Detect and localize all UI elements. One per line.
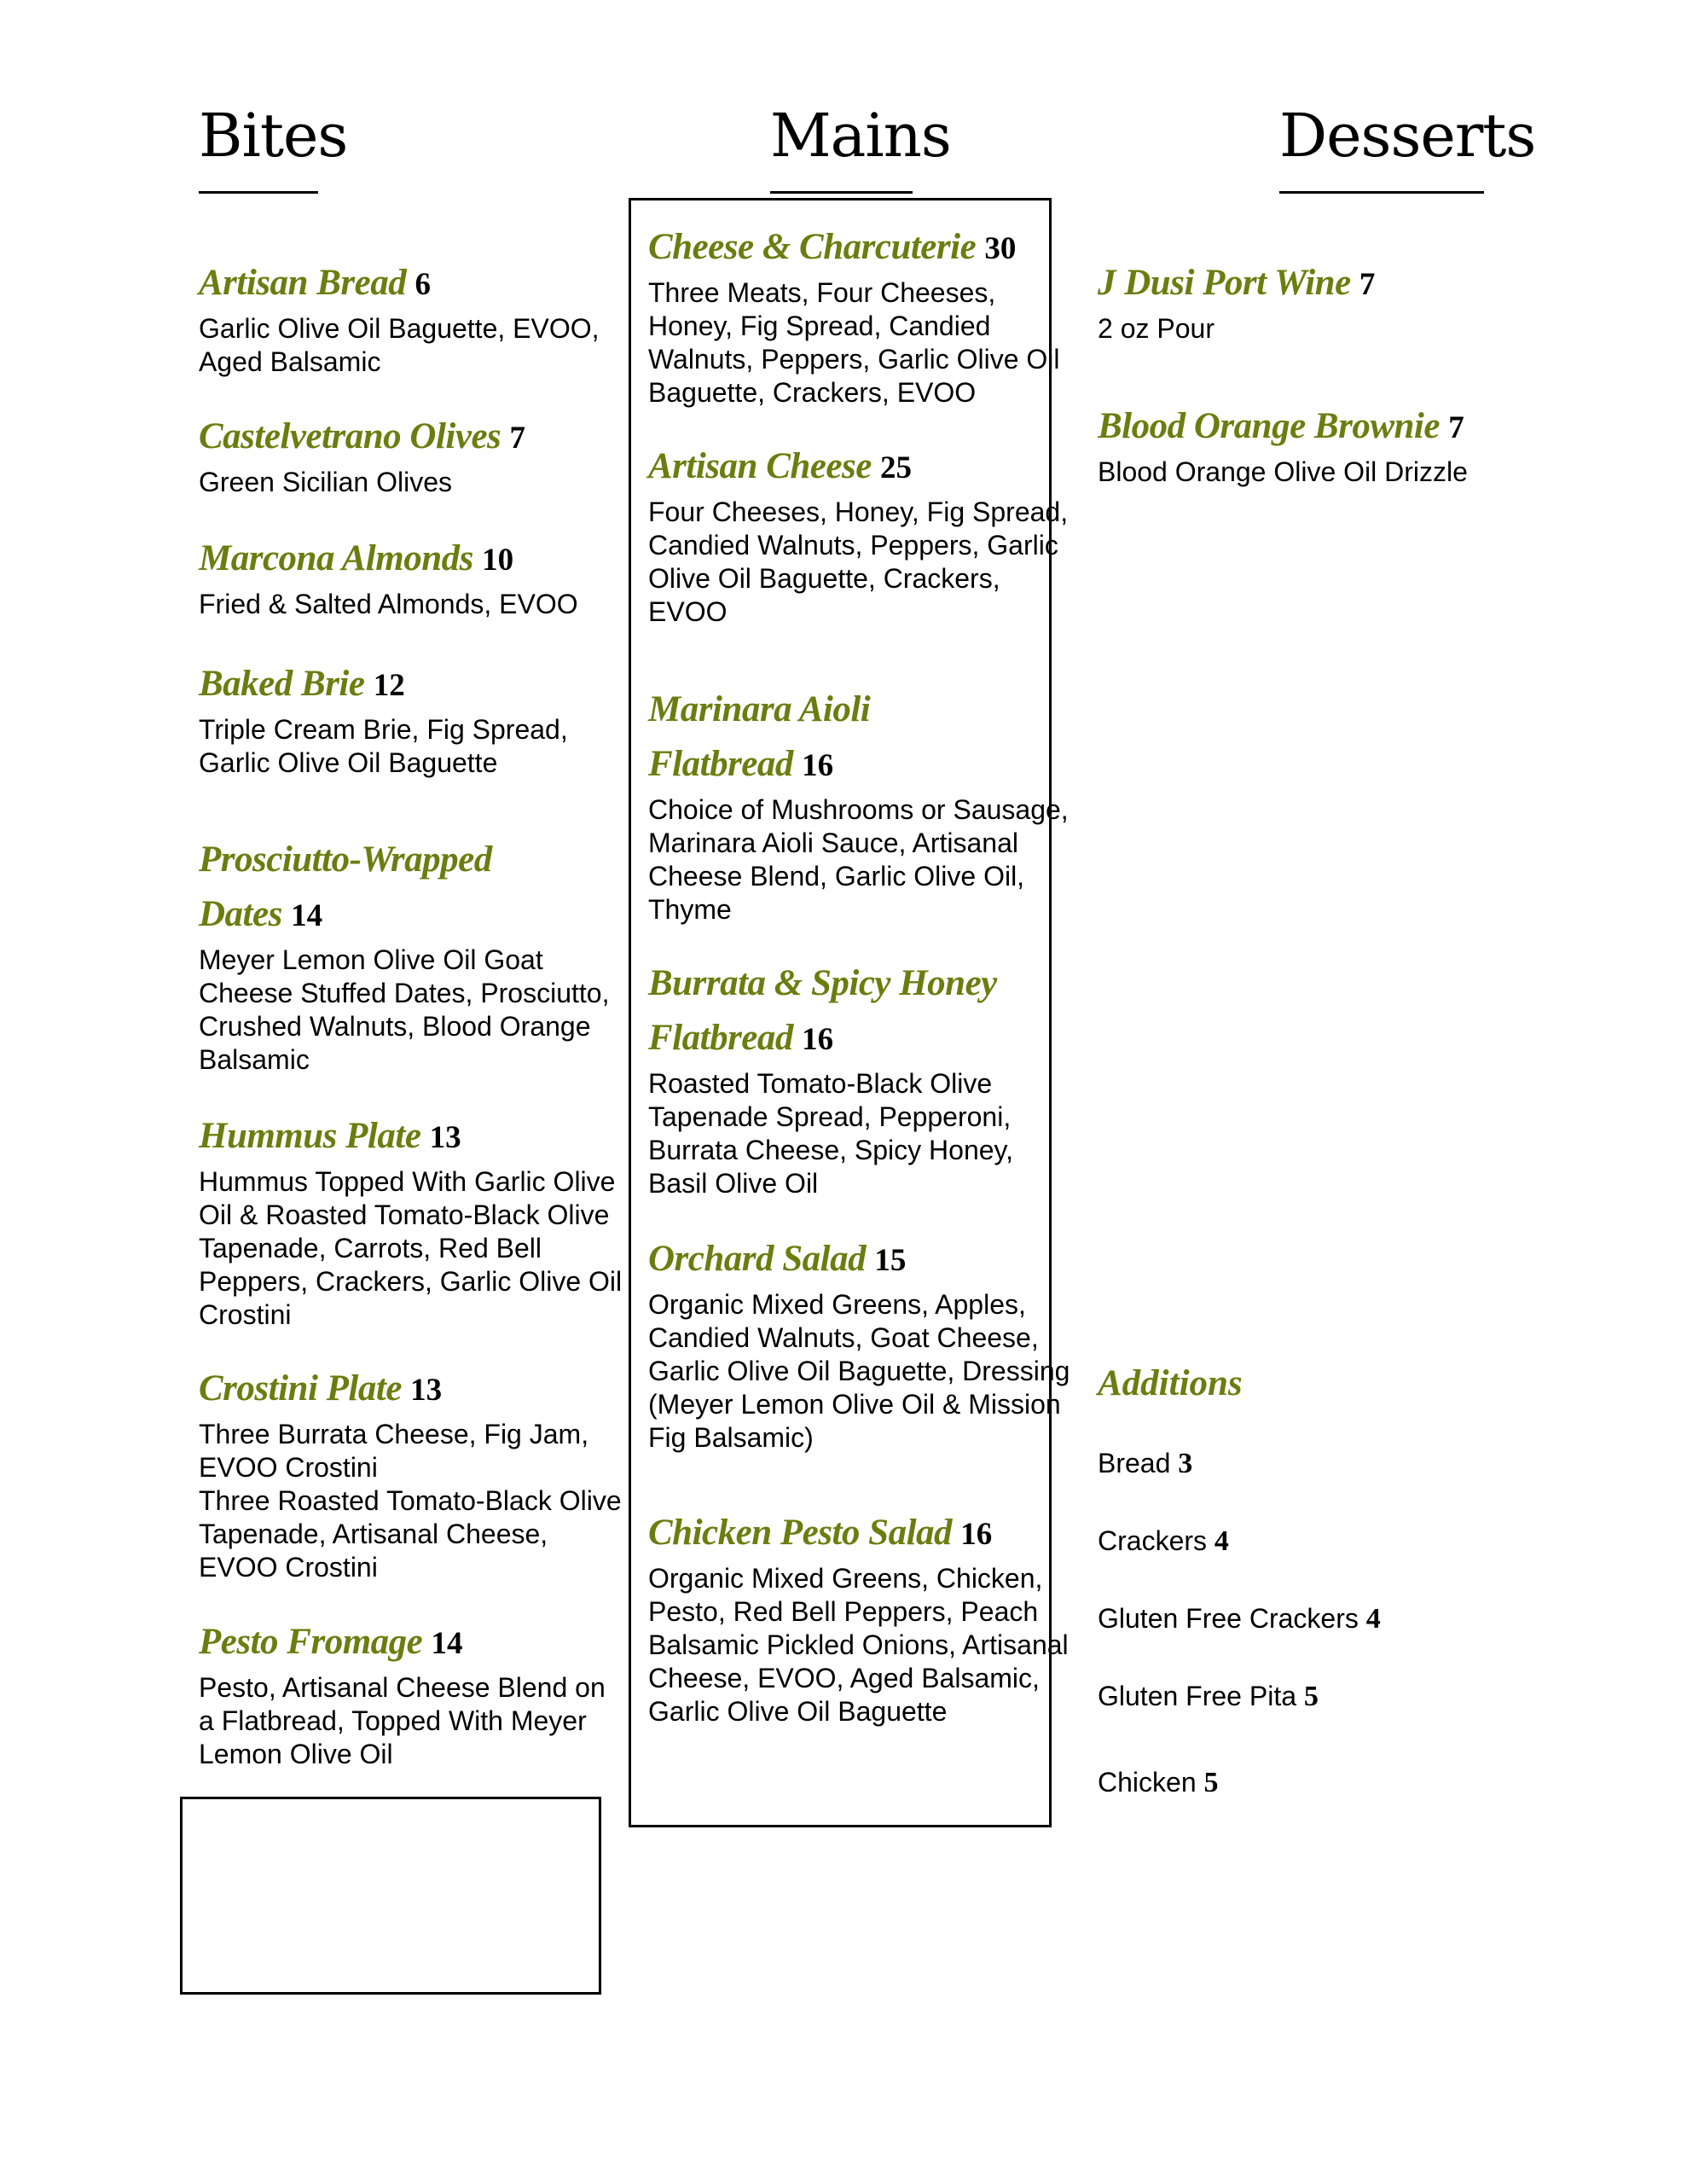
mains-heading: Mains [770,101,951,171]
item-price: 6 [415,267,431,302]
item-price: 14 [431,1626,463,1661]
item-name: J Dusi Port Wine [1098,263,1351,303]
item-price: 16 [960,1517,993,1552]
menu-item [648,956,1013,1200]
item-price: 7 [509,421,526,456]
item-name-line1: Prosciutto-Wrapped [199,839,492,880]
item-description: Three Burrata Cheese, Fig Jam, EVOO Crostini Three Roasted Tomato-Black Olive Tapenade, Artisanal Cheese, EVOO Crostini [199,1419,622,1583]
menu-item [648,220,1060,410]
addition-price: 5 [1203,1767,1219,1798]
menu-item [199,1615,606,1771]
item-price: 7 [1359,267,1376,302]
menu-item [648,1506,1069,1728]
item-name-line1: Burrata & Spicy Honey [648,963,997,1003]
item-description: Hummus Topped With Garlic Olive Oil & Roasted Tomato-Black Olive Tapenade, Carrots, Red Bell Peppers, Crackers, Garlic Olive Oil Crostini [199,1166,623,1330]
bites-heading-rule [199,191,318,194]
bites-heading: Bites [199,101,348,171]
menu-item [648,439,1068,629]
item-description: Roasted Tomato-Black Olive Tapenade Spread, Pepperoni, Burrata Cheese, Spicy Honey, Basil Olive Oil [648,1068,1014,1199]
addition-name: Crackers [1098,1525,1208,1556]
empty-box [180,1797,601,1995]
item-price: 30 [984,231,1017,266]
item-name: Blood Orange Brownie [1098,406,1440,446]
addition-name: Chicken [1098,1767,1197,1798]
menu-item [199,833,609,1077]
item-price: 25 [880,450,913,485]
addition-price: 4 [1365,1603,1381,1635]
addition-price: 5 [1303,1681,1319,1712]
menu-item [199,657,568,780]
item-description: Three Meats, Four Cheeses, Honey, Fig Spread, Candied Walnuts, Peppers, Garlic Olive Oil Baguette, Crackers, EVOO [648,277,1060,408]
item-description: Meyer Lemon Olive Oil Goat Cheese Stuffed Dates, Prosciutto, Crushed Walnuts, Blood Orange Balsamic [199,944,610,1075]
mains-heading-rule [770,191,913,194]
item-name: Artisan Bread [199,263,407,303]
item-price: 10 [482,543,514,578]
item-name: Flatbread [648,744,793,784]
item-name: Artisan Cheese [648,446,872,486]
item-description: Pesto, Artisanal Cheese Blend on a Flatbread, Topped With Meyer Lemon Olive Oil [199,1672,606,1769]
addition-price: 3 [1178,1448,1193,1479]
desserts-heading-rule [1279,191,1484,194]
item-name: Baked Brie [199,664,365,704]
addition-name: Gluten Free Pita [1098,1681,1296,1711]
item-name: Marcona Almonds [199,538,473,578]
item-price: 13 [410,1373,443,1408]
item-name: Pesto Fromage [199,1622,423,1662]
item-description: Fried & Salted Almonds, EVOO [199,589,578,619]
item-price: 12 [373,668,405,703]
menu-item [199,256,600,379]
addition-item [1098,1765,1219,1800]
menu-item [199,531,578,621]
item-name: Hummus Plate [199,1116,421,1156]
item-name-line1: Marinara Aioli [648,689,871,729]
item-description: Blood Orange Olive Oil Drizzle [1098,456,1468,487]
desserts-heading: Desserts [1279,101,1536,171]
item-name: Cheese & Charcuterie [648,227,977,267]
item-description: Garlic Olive Oil Baguette, EVOO, Aged Balsamic [199,313,600,377]
menu-item [1098,256,1375,346]
menu-item [648,682,1069,926]
menu-item [199,1362,622,1584]
item-name: Chicken Pesto Salad [648,1513,953,1553]
addition-name: Bread [1098,1448,1171,1478]
item-price: 16 [802,1022,834,1057]
item-description: 2 oz Pour [1098,313,1215,344]
menu-item [199,410,525,499]
item-description: Triple Cream Brie, Fig Spread, Garlic Olive Oil Baguette [199,714,568,778]
item-price: 15 [874,1243,907,1278]
item-name: Flatbread [648,1018,793,1058]
item-price: 14 [291,898,323,933]
menu-item [199,1109,622,1332]
item-description: Choice of Mushrooms or Sausage, Marinara Aioli Sauce, Artisanal Cheese Blend, Garlic Olive Oil, Thyme [648,794,1069,925]
item-price: 13 [429,1120,461,1155]
addition-item [1098,1446,1192,1481]
item-price: 7 [1448,410,1464,445]
item-name: Orchard Salad [648,1239,867,1279]
addition-item [1098,1524,1229,1559]
item-name: Crostini Plate [199,1368,402,1409]
item-price: 16 [802,748,834,783]
item-description: Organic Mixed Greens, Chicken, Pesto, Red Bell Peppers, Peach Balsamic Pickled Onions, Artisanal Cheese, EVOO, Aged Balsamic, Garlic Olive Oil Baguette [648,1563,1069,1727]
menu-item [648,1232,1070,1455]
item-description: Four Cheeses, Honey, Fig Spread, Candied Walnuts, Peppers, Garlic Olive Oil Baguette, Crackers, EVOO [648,497,1069,627]
addition-item [1098,1601,1381,1636]
menu-item [1098,399,1468,489]
addition-item [1098,1679,1319,1714]
item-description: Organic Mixed Greens, Apples, Candied Walnuts, Goat Cheese, Garlic Olive Oil Baguette, Dressing (Meyer Lemon Olive Oil & Mission Fig Balsamic) [648,1289,1070,1453]
item-name: Dates [199,894,282,934]
addition-name: Gluten Free Crackers [1098,1603,1359,1634]
item-description: Green Sicilian Olives [199,467,452,497]
addition-price: 4 [1214,1525,1229,1557]
additions-heading: Additions [1098,1363,1243,1403]
item-name: Castelvetrano Olives [199,416,501,456]
